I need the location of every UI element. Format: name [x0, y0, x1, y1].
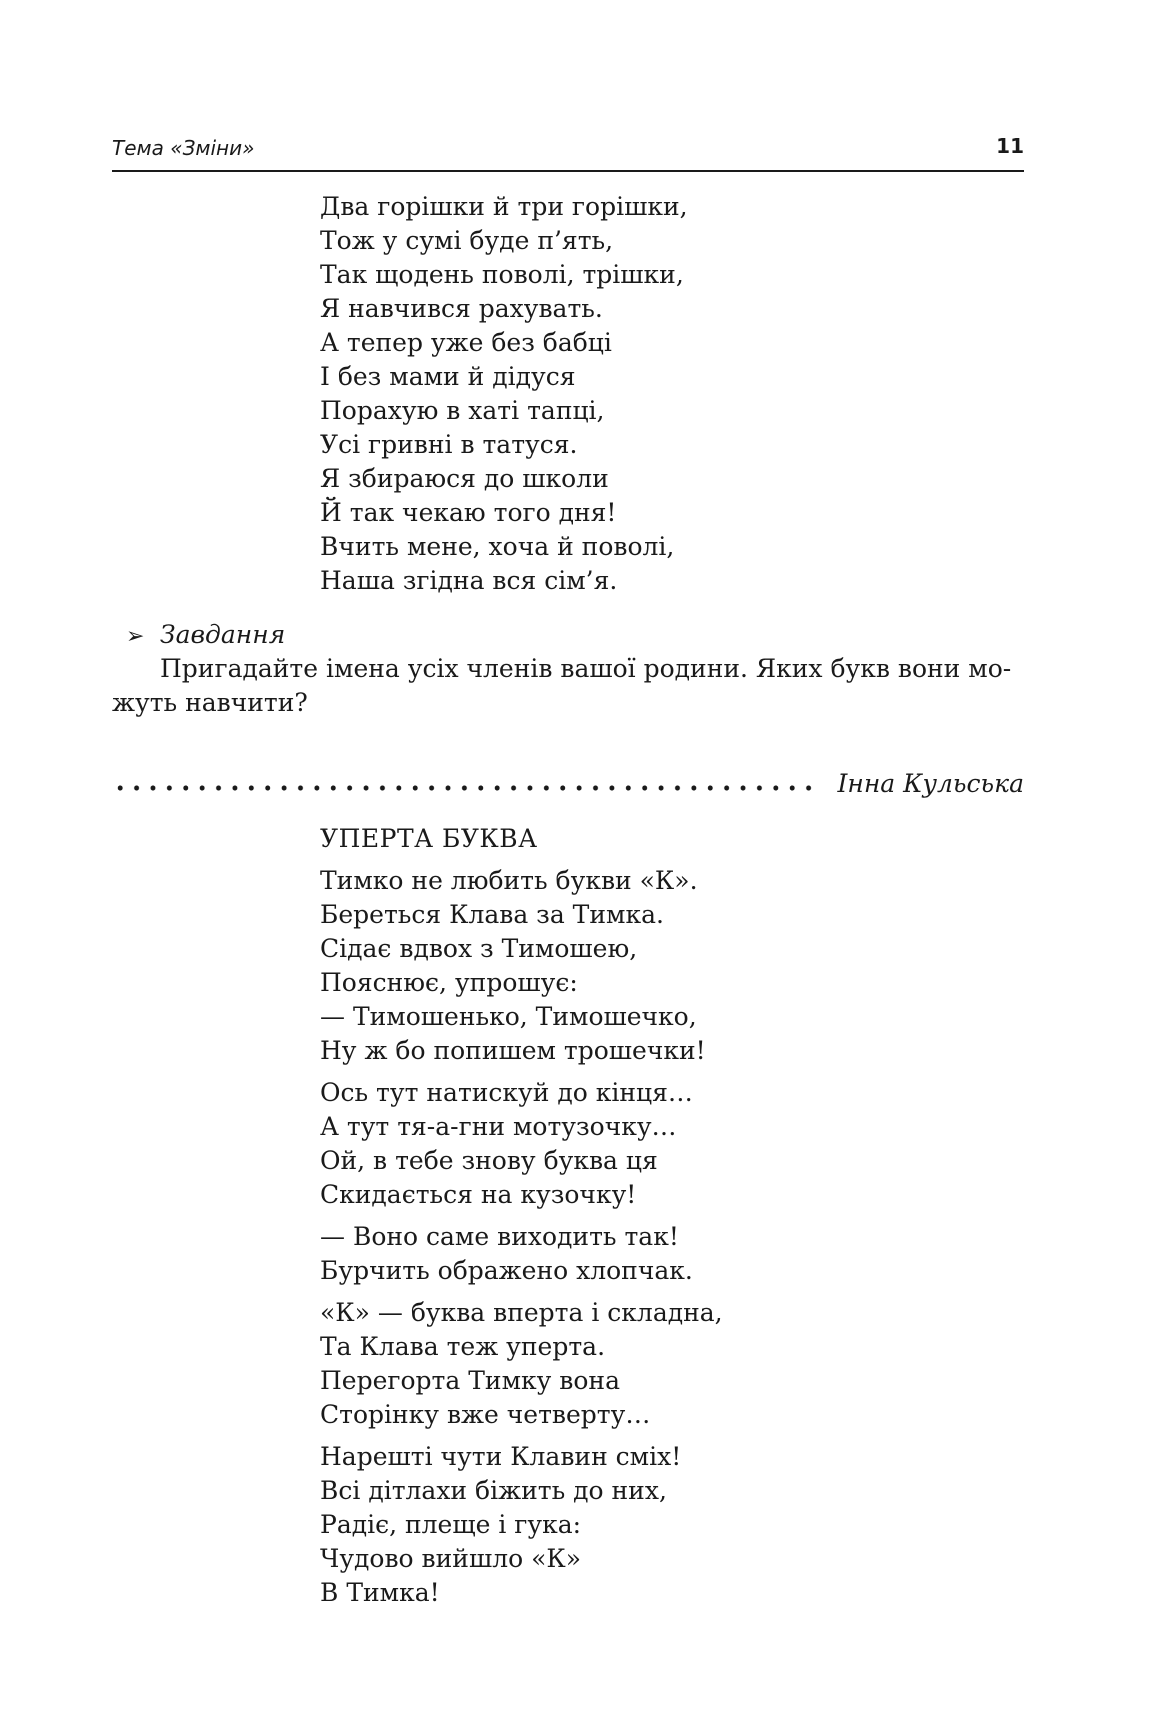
poem-line: Два горішки й три горішки, — [320, 192, 688, 221]
poem-line: А тут тя-а-гни мотузочку… — [320, 1112, 677, 1141]
task-label: Завдання — [160, 620, 286, 649]
stanza — [320, 1440, 723, 1610]
running-header — [112, 130, 1024, 172]
poem-line: Тимко не любить букви «К». — [320, 866, 698, 895]
poem-line: Й так чекаю того дня! — [320, 498, 617, 527]
poem-line: Скидається на кузочку! — [320, 1180, 637, 1209]
poem-line: І без мами й дідуся — [320, 362, 576, 391]
poem-line: Береться Клава за Тимка. — [320, 900, 664, 929]
poem-line: Тож у сумі буде п’ять, — [320, 226, 614, 255]
task-text — [112, 652, 1024, 720]
poem-line: Порахую в хаті тапці, — [320, 396, 605, 425]
poem-line: Вчить мене, хоча й поволі, — [320, 532, 675, 561]
stanza — [320, 190, 688, 598]
poem-line: — Воно саме виходить так! — [320, 1222, 679, 1251]
poem-line: Усі гривні в татуся. — [320, 430, 578, 459]
poem-line: Всі дітлахи біжить до них, — [320, 1476, 667, 1505]
poem-line: Чудово вийшло «К» — [320, 1544, 582, 1573]
poem-title: УПЕРТА БУКВА — [320, 824, 538, 853]
poem-2 — [320, 864, 723, 1618]
stanza — [320, 1220, 723, 1288]
poem-1 — [320, 190, 688, 606]
poem-line: «К» — буква вперта і складна, — [320, 1298, 723, 1327]
poem-line: Ой, в тебе знову буква ця — [320, 1146, 658, 1175]
stanza — [320, 864, 723, 1068]
poem-line: Ну ж бо попишем трошечки! — [320, 1036, 706, 1065]
poem-line: Наша згідна вся сім’я. — [320, 566, 618, 595]
dotted-leader — [112, 785, 814, 791]
section-title: Тема «Зміни» — [112, 136, 255, 160]
author-row — [112, 766, 1024, 800]
arrow-bullet-icon: ➢ — [126, 624, 145, 649]
poem-line: Я збираюся до школи — [320, 464, 609, 493]
poem-line: Сідає вдвох з Тимошею, — [320, 934, 638, 963]
poem-line: Та Клава теж уперта. — [320, 1332, 606, 1361]
poem-line: Нарешті чути Клавин сміх! — [320, 1442, 682, 1471]
poem-line: — Тимошенько, Тимошечко, — [320, 1002, 697, 1031]
stanza — [320, 1076, 723, 1212]
task-block — [112, 618, 1024, 720]
poem-line: Радіє, плеще і гука: — [320, 1510, 582, 1539]
page-number: 11 — [996, 134, 1024, 158]
task-text-line-1: Пригадайте імена усіх членів вашої родини. Яких букв вони мо- — [160, 654, 1012, 683]
poem-line: Так щодень поволі, трішки, — [320, 260, 684, 289]
poem-line: Сторінку вже четверту… — [320, 1400, 651, 1429]
stanza — [320, 1296, 723, 1432]
poem-line: Я навчився рахувать. — [320, 294, 603, 323]
poem-line: Пояснює, упрошує: — [320, 968, 578, 997]
poem-line: А тепер уже без бабці — [320, 328, 612, 357]
poem-line: Ось тут натискуй до кінця… — [320, 1078, 693, 1107]
poem-line: Перегорта Тимку вона — [320, 1366, 620, 1395]
task-text-line-2: жуть навчити? — [112, 688, 308, 717]
author-name: Інна Кульська — [837, 768, 1024, 798]
poem-line: Бурчить ображено хлопчак. — [320, 1256, 693, 1285]
task-heading — [112, 618, 1024, 652]
poem-line: В Тимка! — [320, 1578, 440, 1607]
